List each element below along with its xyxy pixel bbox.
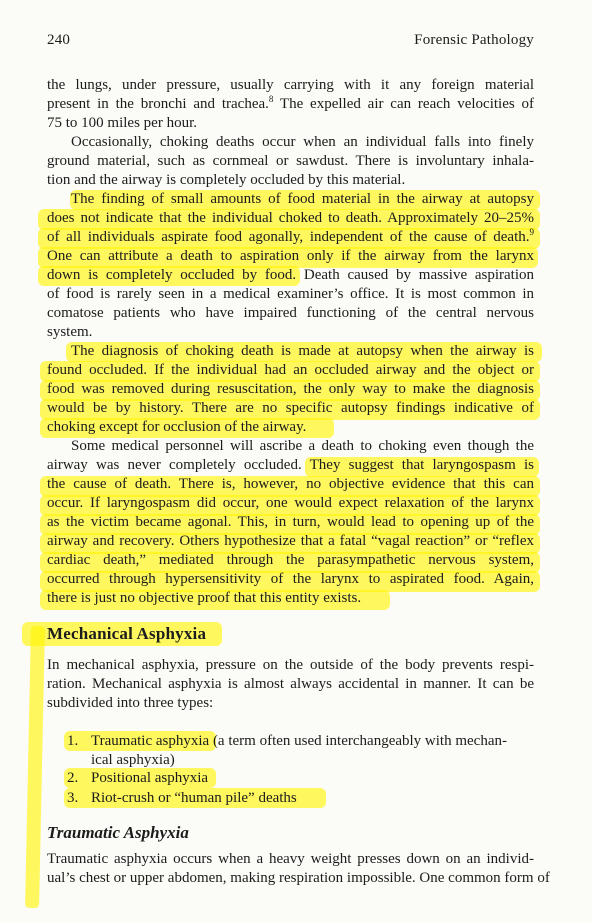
- section-heading: Mechanical Asphyxia: [47, 624, 207, 643]
- body-line: as the victim became agonal. This, in turn, would lead to opening up of the: [47, 514, 534, 530]
- list-item: 1. Traumatic asphyxia (a term often used interchangeably with mechan-: [67, 733, 507, 749]
- body-line: does not indicate that the individual choked to death. Approximately 20–25%: [47, 210, 534, 226]
- footnote-ref: 9: [529, 227, 534, 237]
- body-line: ration. Mechanical asphyxia is almost always accidental in manner. It can be: [47, 676, 534, 692]
- body-line: of food is rarely seen in a medical examiner’s office. It is most common in: [47, 286, 534, 302]
- body-line: found occluded. If the individual had an occluded airway and the object or: [47, 362, 534, 378]
- list-term: Positional asphyxia: [91, 770, 209, 786]
- list-number: 1.: [67, 733, 79, 749]
- list-item: [67, 769, 534, 788]
- body-line: comatose patients who have impaired functioning of the central nervous: [47, 305, 534, 321]
- body-line: In mechanical asphyxia, pressure on the outside of the body prevents respi-: [47, 657, 534, 673]
- body-line: occur. If laryngospasm did occur, one would expect relaxation of the larynx: [47, 495, 534, 511]
- list-term: Traumatic asphyxia: [91, 733, 210, 749]
- body-line: The diagnosis of choking death is made at autopsy when the airway is: [71, 343, 534, 359]
- body-line: ual’s chest or upper abdomen, making respiration impossible. One common form of: [47, 870, 550, 886]
- body-line: ground material, such as cornmeal or sawdust. There is involuntary inhala-: [47, 153, 534, 169]
- list-item-continuation: ical asphyxia): [91, 752, 175, 768]
- body-line: present in the bronchi and trachea.$^8$ The expelled air can reach velocities of: [47, 94, 534, 112]
- body-line: subdivided into three types:: [47, 695, 214, 711]
- body-line: One can attribute a death to aspiration only if the airway from the larynx: [47, 248, 534, 264]
- body-line: airway was never completely occluded. They suggest that laryngospasm is: [47, 457, 534, 473]
- body-line: Occasionally, choking deaths occur when an individual falls into finely: [71, 134, 534, 150]
- body-line: system.: [47, 324, 93, 340]
- list-number: 2.: [67, 770, 79, 786]
- body-line: the cause of death. There is, however, no objective evidence that this can: [47, 476, 534, 492]
- body-line: 75 to 100 miles per hour.: [47, 115, 197, 131]
- body-line: The finding of small amounts of food material in the airway at autopsy: [71, 191, 534, 207]
- subsection-heading: Traumatic Asphyxia: [47, 823, 189, 842]
- body-line: of all individuals aspirate food agonally, independent of the cause of death.$^9$: [47, 227, 534, 245]
- body-line: choking except for occlusion of the airway.: [47, 419, 307, 435]
- running-title: Forensic Pathology: [414, 32, 534, 48]
- body-line: there is just no objective proof that this entity exists.: [47, 590, 362, 606]
- body-line: the lungs, under pressure, usually carrying with it any foreign material: [47, 77, 534, 93]
- body-line: would be by history. There are no specific autopsy findings indicative of: [47, 400, 534, 416]
- body-line: food was removed during resuscitation, the only way to make the diagnosis: [47, 381, 534, 397]
- list-term: Riot-crush or “human pile” deaths: [91, 790, 297, 806]
- body-line: Some medical personnel will ascribe a death to choking even though the: [71, 438, 534, 454]
- body-line: occurred through hypersensitivity of the larynx to aspirated food. Again,: [47, 571, 534, 587]
- footnote-ref: 8: [268, 94, 274, 104]
- body-line: cardiac death,” mediated through the parasympathetic nervous system,: [47, 552, 534, 568]
- body-line: Traumatic asphyxia occurs when a heavy weight presses down on an individ-: [47, 851, 534, 867]
- page-number: 240: [47, 32, 71, 48]
- body-line: airway and recovery. Others hypothesize that a fatal “vagal reaction” or “reflex: [47, 533, 534, 549]
- body-line: tion and the airway is completely occluded by this material.: [47, 172, 406, 188]
- list-number: 3.: [67, 790, 79, 806]
- list-item: [67, 789, 534, 808]
- highlight-margin-stroke: [25, 626, 45, 908]
- body-line: down is completely occluded by food. Death caused by massive aspiration: [47, 267, 534, 283]
